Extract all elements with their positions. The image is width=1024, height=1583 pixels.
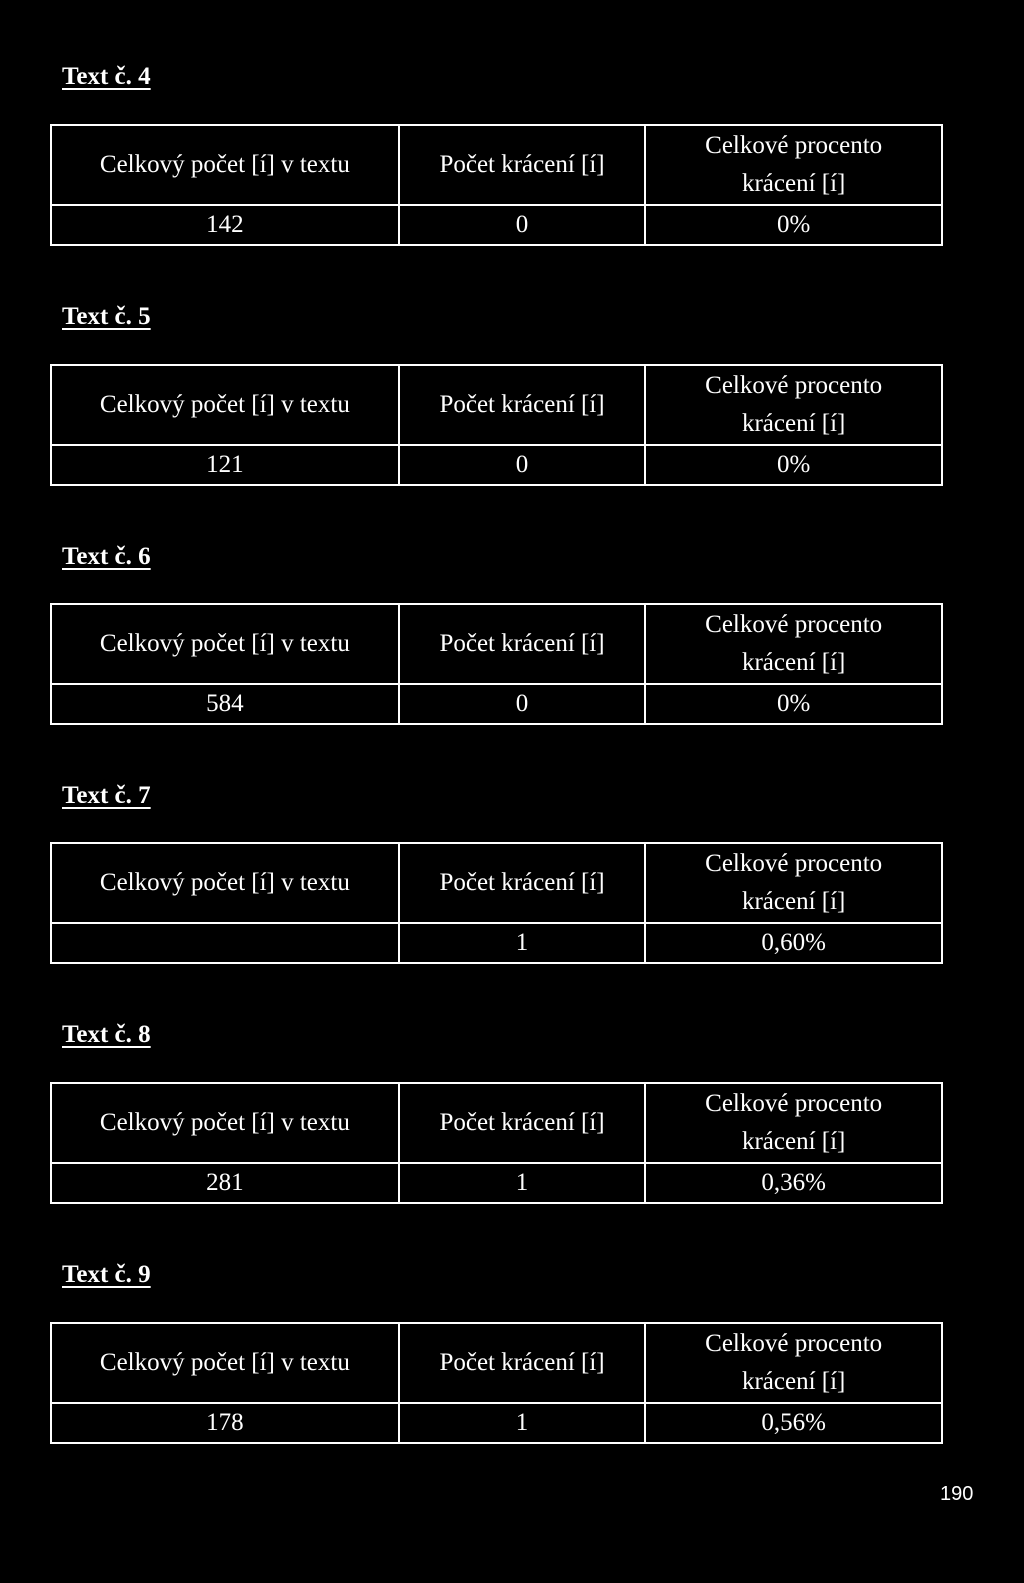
header-count-cell: Počet krácení [í] xyxy=(399,1083,646,1163)
header-percent-line1: Celkové procento xyxy=(705,850,883,877)
table-row xyxy=(51,205,942,245)
header-total-cell: Celkový počet [í] v textu xyxy=(51,365,399,445)
header-percent-cell xyxy=(645,365,942,445)
table-header-row xyxy=(51,125,942,205)
header-total-cell: Celkový počet [í] v textu xyxy=(51,843,399,923)
header-percent-line2: krácení [í] xyxy=(741,1368,846,1395)
total-value-cell xyxy=(51,923,399,963)
section-title-9: Text č. 9 xyxy=(62,1261,151,1288)
header-total-cell: Celkový počet [í] v textu xyxy=(51,1083,399,1163)
stats-table-6 xyxy=(50,603,943,725)
percent-value-cell: 0,56% xyxy=(645,1403,942,1443)
header-percent-cell xyxy=(645,604,942,684)
header-percent-cell xyxy=(645,125,942,205)
stats-table-9 xyxy=(50,1322,943,1444)
table-header-row xyxy=(51,604,942,684)
section-title-7: Text č. 7 xyxy=(62,782,151,809)
count-value-cell: 1 xyxy=(399,1163,646,1203)
header-percent-line1: Celkové procento xyxy=(705,132,883,159)
table-row xyxy=(51,1163,942,1203)
total-value-cell: 178 xyxy=(51,1403,399,1443)
header-percent-line1: Celkové procento xyxy=(705,372,883,399)
table-header-row xyxy=(51,365,942,445)
percent-value-cell: 0% xyxy=(645,445,942,485)
count-value-cell: 0 xyxy=(399,205,646,245)
section-title-5: Text č. 5 xyxy=(62,303,151,330)
table-row xyxy=(51,923,942,963)
header-percent-line2: krácení [í] xyxy=(741,888,846,915)
total-value-cell: 121 xyxy=(51,445,399,485)
table-row xyxy=(51,445,942,485)
table-header-row xyxy=(51,1323,942,1403)
stats-table-5 xyxy=(50,364,943,486)
stats-table-4 xyxy=(50,124,943,246)
percent-value-cell: 0,36% xyxy=(645,1163,942,1203)
header-percent-line1: Celkové procento xyxy=(705,1330,883,1357)
table-header-row xyxy=(51,1083,942,1163)
count-value-cell: 1 xyxy=(399,923,646,963)
header-percent-line2: krácení [í] xyxy=(741,1128,846,1155)
header-percent-line2: krácení [í] xyxy=(741,410,846,437)
header-percent-cell xyxy=(645,1083,942,1163)
table-row xyxy=(51,1403,942,1443)
header-count-cell: Počet krácení [í] xyxy=(399,365,646,445)
total-value-cell: 281 xyxy=(51,1163,399,1203)
percent-value-cell: 0% xyxy=(645,205,942,245)
header-count-cell: Počet krácení [í] xyxy=(399,843,646,923)
total-value-cell: 584 xyxy=(51,684,399,724)
header-percent-line1: Celkové procento xyxy=(705,611,883,638)
header-percent-line2: krácení [í] xyxy=(741,649,846,676)
header-total-cell: Celkový počet [í] v textu xyxy=(51,1323,399,1403)
header-percent-cell xyxy=(645,843,942,923)
total-value-cell: 142 xyxy=(51,205,399,245)
header-total-cell: Celkový počet [í] v textu xyxy=(51,604,399,684)
header-count-cell: Počet krácení [í] xyxy=(399,604,646,684)
table-header-row xyxy=(51,843,942,923)
percent-value-cell: 0,60% xyxy=(645,923,942,963)
section-title-6: Text č. 6 xyxy=(62,543,151,570)
header-count-cell: Počet krácení [í] xyxy=(399,1323,646,1403)
header-percent-line2: krácení [í] xyxy=(741,170,846,197)
header-count-cell: Počet krácení [í] xyxy=(399,125,646,205)
table-row xyxy=(51,684,942,724)
stats-table-8 xyxy=(50,1082,943,1204)
page-number: 190 xyxy=(940,1483,974,1505)
stats-table-7 xyxy=(50,842,943,964)
count-value-cell: 0 xyxy=(399,445,646,485)
header-percent-line1: Celkové procento xyxy=(705,1090,883,1117)
section-title-4: Text č. 4 xyxy=(62,63,151,90)
percent-value-cell: 0% xyxy=(645,684,942,724)
header-total-cell: Celkový počet [í] v textu xyxy=(51,125,399,205)
header-percent-cell xyxy=(645,1323,942,1403)
section-title-8: Text č. 8 xyxy=(62,1021,151,1048)
count-value-cell: 1 xyxy=(399,1403,646,1443)
count-value-cell: 0 xyxy=(399,684,646,724)
